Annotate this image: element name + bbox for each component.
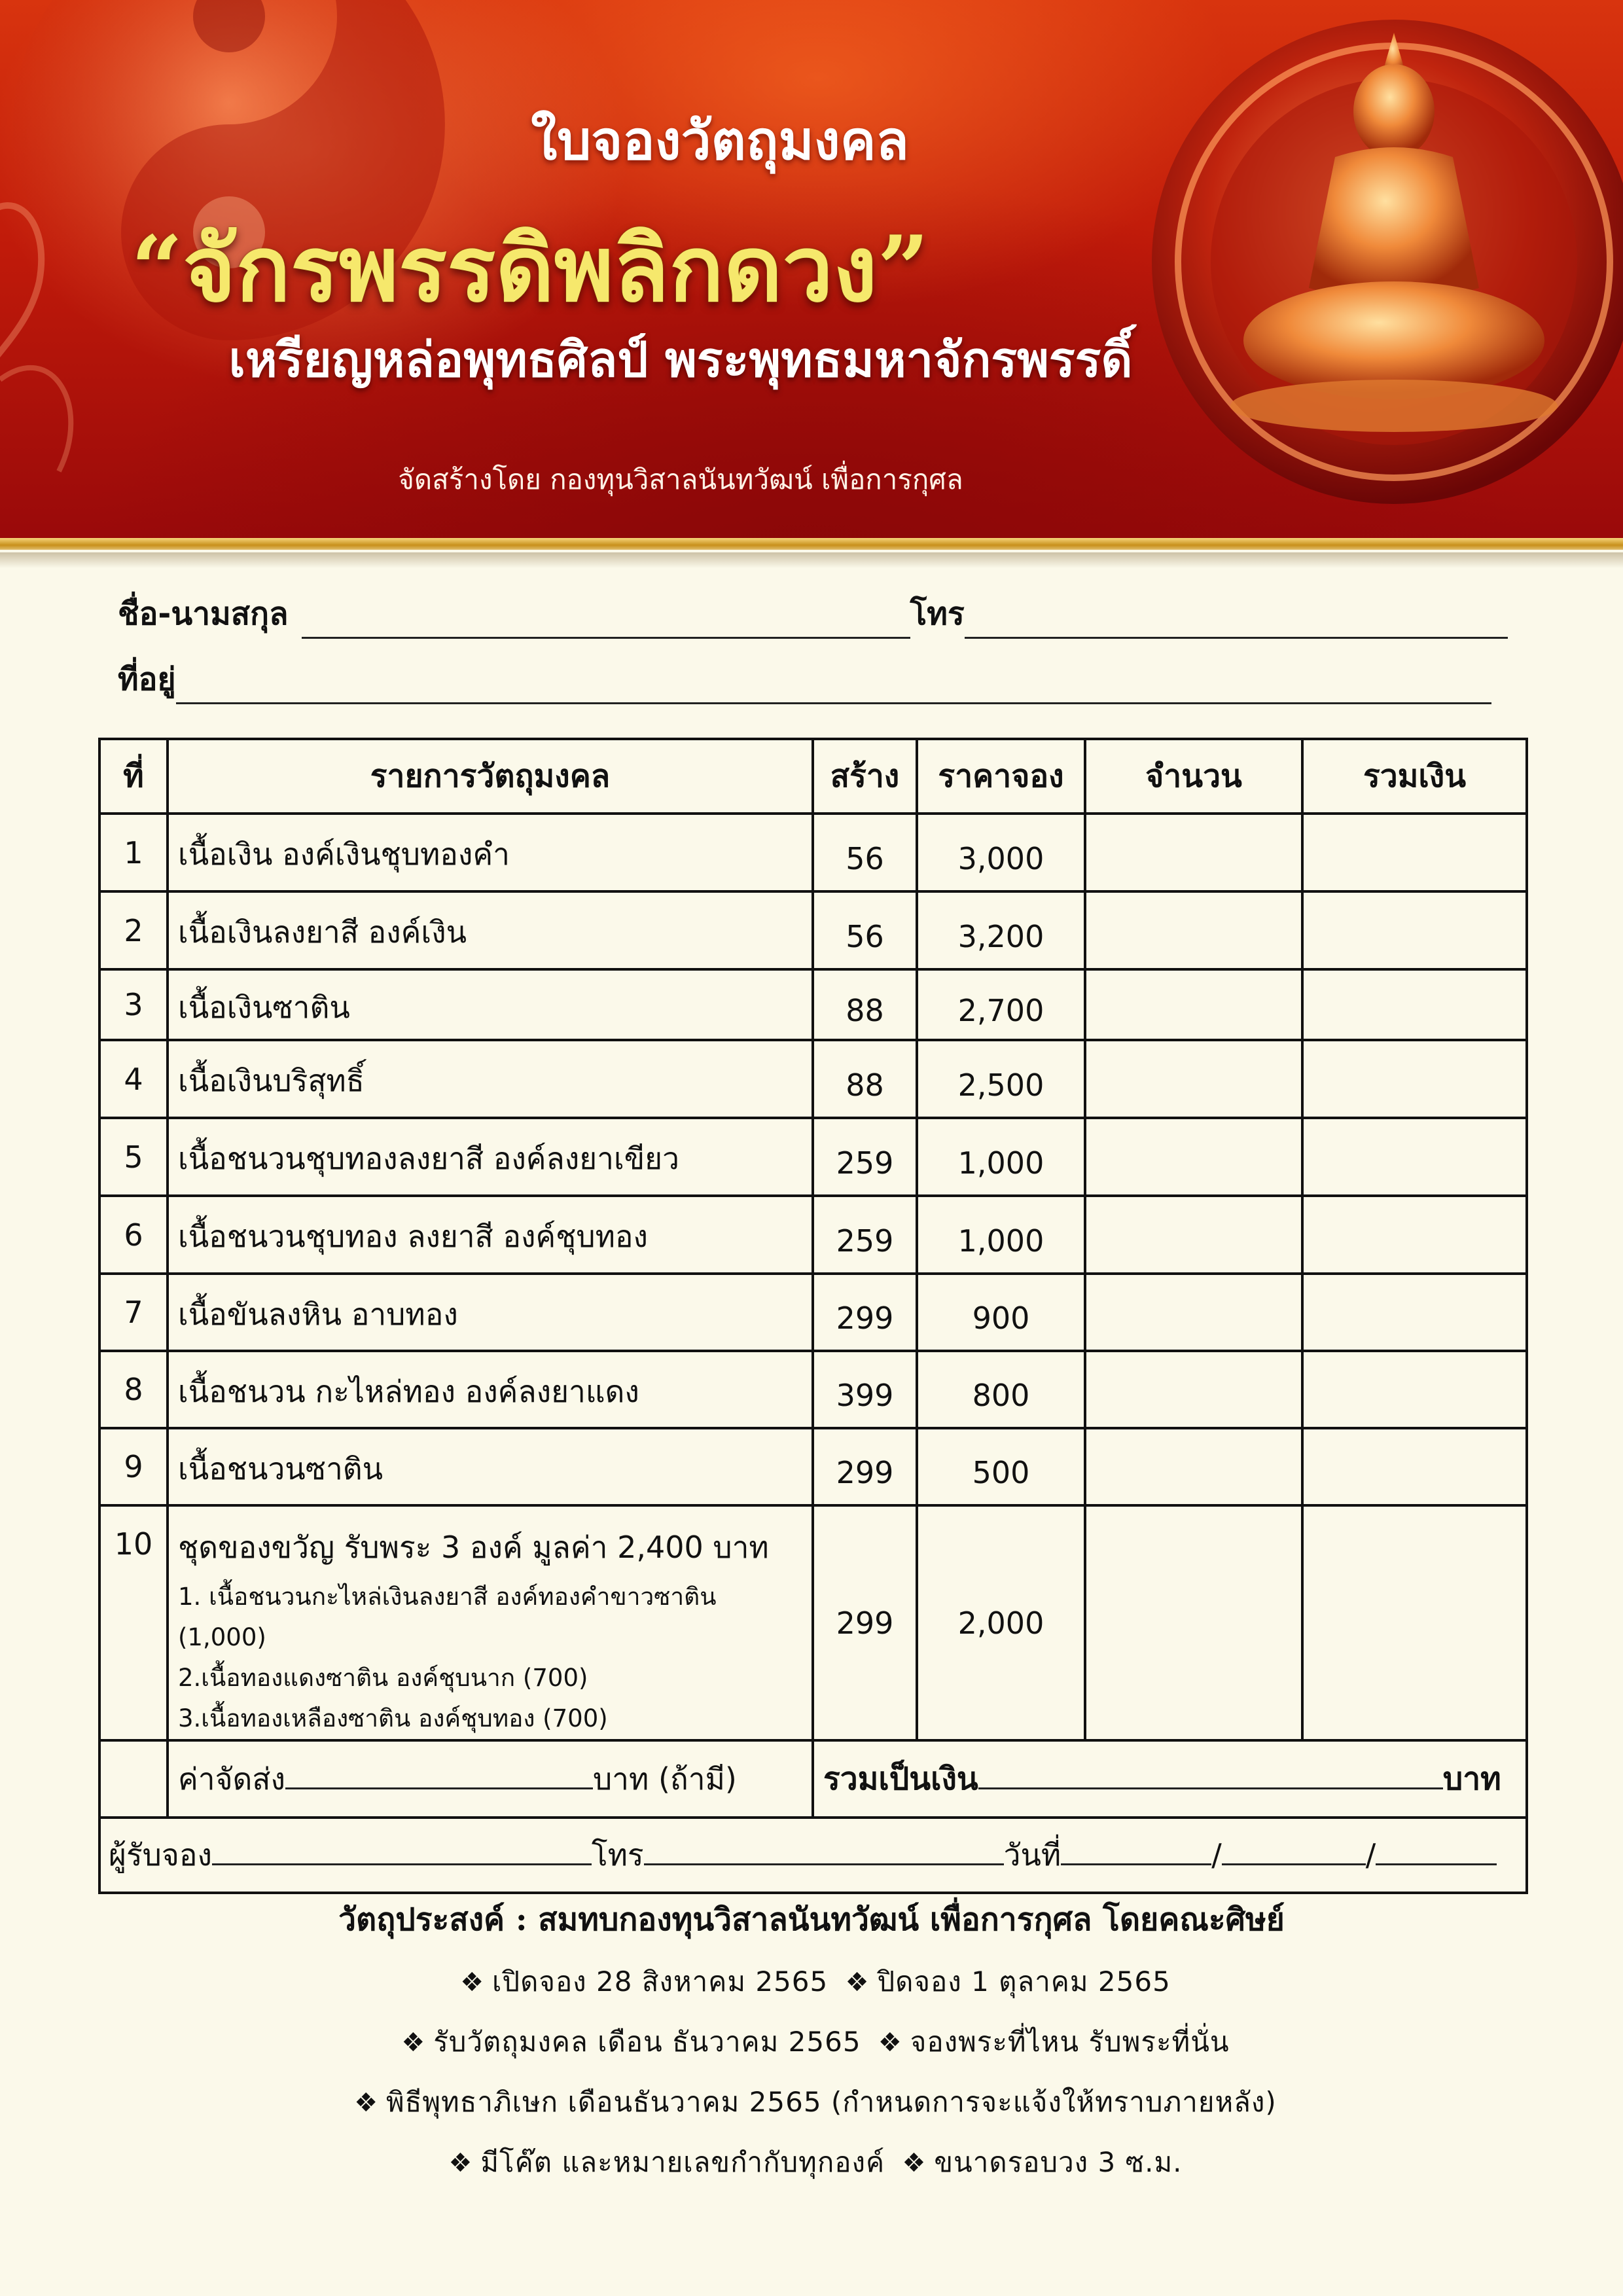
row-quantity-cell[interactable]: [1085, 969, 1302, 1040]
row-item: เนื้อชนวนชุบทอง ลงยาสี องค์ชุบทอง: [168, 1196, 813, 1274]
row-quantity-cell[interactable]: [1085, 1118, 1302, 1196]
row-item: เนื้อเงินบริสุทธิ์: [168, 1040, 813, 1118]
order-table: [98, 738, 1528, 1894]
row-item: เนื้อเงินซาติน: [168, 969, 813, 1040]
shipping-field[interactable]: [285, 1768, 593, 1789]
receiver-phone-field[interactable]: [644, 1844, 1004, 1865]
row-item: [168, 1505, 813, 1740]
note-line-1: [0, 1960, 1623, 2003]
gift-set-sub-3: 3.เนื้อทองเหลืองซาติน องค์ชุบทอง (700): [178, 1704, 608, 1732]
gift-set-sub-2: 2.เนื้อทองแดงซาติน องค์ชุบนาก (700): [178, 1664, 588, 1692]
title-top: ใบจองวัตถุมงคล: [531, 110, 909, 172]
close-date-text: ปิดจอง 1 ตุลาคม 2565: [877, 1965, 1171, 1998]
date-separator: /: [1211, 1837, 1222, 1873]
row-number: 10: [99, 1505, 168, 1740]
note-line-3: [0, 2081, 1623, 2124]
receiver-phone-label: โทร: [591, 1837, 644, 1873]
col-header-no: ที่: [99, 739, 168, 814]
name-phone-row: [118, 589, 1508, 639]
row-item: เนื้อชนวนชุบทองลงยาสี องค์ลงยาเขียว: [168, 1118, 813, 1196]
table-row: [99, 1351, 1527, 1428]
note-line-2: [0, 2020, 1623, 2064]
note-line-4: [0, 2141, 1623, 2184]
table-row: [99, 1040, 1527, 1118]
row-number: 9: [99, 1428, 168, 1505]
row-price: 900: [917, 1274, 1085, 1351]
row-made: 299: [813, 1274, 917, 1351]
name-field[interactable]: [302, 611, 910, 639]
gold-divider: [0, 538, 1623, 550]
date-year-field[interactable]: [1376, 1844, 1497, 1865]
shipping-suffix: บาท (ถ้ามี): [592, 1761, 737, 1797]
row-made: 299: [813, 1428, 917, 1505]
diamond-bullet-icon: ❖: [448, 2148, 473, 2178]
row-made: 399: [813, 1351, 917, 1428]
address-label: ที่อยู่: [118, 661, 176, 698]
title-sub: เหรียญหล่อพุทธศิลป์ พระพุทธมหาจักรพรรดิ์: [228, 332, 1133, 388]
receiver-row: [99, 1818, 1527, 1893]
row-quantity-cell[interactable]: [1085, 1196, 1302, 1274]
col-header-price: ราคาจอง: [917, 739, 1085, 814]
size-text: ขนาดรอบวง 3 ซ.ม.: [934, 2146, 1183, 2178]
receiver-field[interactable]: [212, 1844, 592, 1865]
ceremony-text: พิธีพุทธาภิเษก เดือนธันวาคม 2565 (กำหนดการจะแจ้งให้ทราบภายหลัง): [386, 2086, 1277, 2118]
table-row: [99, 814, 1527, 891]
row-made: 56: [813, 814, 917, 891]
date-separator: /: [1365, 1837, 1376, 1873]
row-made: 259: [813, 1118, 917, 1196]
notes-section: [0, 1895, 1623, 2201]
row-price: 1,000: [917, 1118, 1085, 1196]
shipping-cell: [168, 1740, 813, 1818]
row-price: 800: [917, 1351, 1085, 1428]
header-banner: [0, 0, 1623, 550]
receiver-label: ผู้รับจอง: [109, 1837, 212, 1873]
shipping-total-row: [99, 1740, 1527, 1818]
address-row: [118, 655, 1491, 704]
table-row: [99, 1274, 1527, 1351]
row-total-cell[interactable]: [1302, 1428, 1527, 1505]
phone-field[interactable]: [965, 611, 1508, 639]
row-quantity-cell[interactable]: [1085, 1505, 1302, 1740]
organizer-text: จัดสร้างโดย กองทุนวิสาลนันทวัฒน์ เพื่อการกุศล: [398, 463, 963, 495]
row-total-cell[interactable]: [1302, 1505, 1527, 1740]
receive-date-text: รับวัตถุมงคล เดือน ธันวาคม 2565: [433, 2026, 861, 2058]
row-price: 2,000: [917, 1505, 1085, 1740]
gift-set-title: ชุดของขวัญ รับพระ 3 องค์ มูลค่า 2,400 บาท: [178, 1530, 769, 1565]
row-total-cell[interactable]: [1302, 1351, 1527, 1428]
row-price: 2,500: [917, 1040, 1085, 1118]
row-total-cell[interactable]: [1302, 1196, 1527, 1274]
row-item: เนื้อเงิน องค์เงินชุบทองคำ: [168, 814, 813, 891]
open-date-text: เปิดจอง 28 สิงหาคม 2565: [492, 1965, 829, 1998]
grand-total-suffix: บาท: [1442, 1761, 1501, 1797]
row-made: 88: [813, 1040, 917, 1118]
date-label: วันที่: [1003, 1837, 1061, 1873]
pickup-text: จองพระที่ไหน รับพระที่นั่น: [910, 2026, 1230, 2058]
row-quantity-cell[interactable]: [1085, 1428, 1302, 1505]
diamond-bullet-icon: ❖: [845, 1967, 870, 1998]
row-number: 3: [99, 969, 168, 1040]
row-made: 299: [813, 1505, 917, 1740]
row-number: 8: [99, 1351, 168, 1428]
row-item: เนื้อชนวน กะไหล่ทอง องค์ลงยาแดง: [168, 1351, 813, 1428]
shipping-label: ค่าจัดส่ง: [178, 1761, 285, 1797]
grand-total-cell: [813, 1740, 1527, 1818]
row-price: 2,700: [917, 969, 1085, 1040]
receiver-cell: [99, 1818, 1527, 1893]
row-price: 1,000: [917, 1196, 1085, 1274]
row-total-cell[interactable]: [1302, 891, 1527, 969]
row-item: เนื้อชนวนซาติน: [168, 1428, 813, 1505]
col-header-quantity: จำนวน: [1085, 739, 1302, 814]
col-header-total: รวมเงิน: [1302, 739, 1527, 814]
row-price: 3,200: [917, 891, 1085, 969]
buddha-medallion-icon: [1139, 7, 1623, 530]
row-number: 2: [99, 891, 168, 969]
col-header-made: สร้าง: [813, 739, 917, 814]
date-month-field[interactable]: [1222, 1844, 1366, 1865]
table-row: [99, 1118, 1527, 1196]
empty-cell: [99, 1740, 168, 1818]
grand-total-field[interactable]: [978, 1768, 1443, 1789]
title-main: “จักรพรรดิพลิกดวง”: [131, 215, 929, 322]
address-field[interactable]: [176, 676, 1491, 704]
row-price: 3,000: [917, 814, 1085, 891]
banner-shadow: [0, 552, 1623, 568]
name-label: ชื่อ-นามสกุล: [118, 596, 289, 632]
row-price: 500: [917, 1428, 1085, 1505]
table-header-row: [99, 739, 1527, 814]
table-row: [99, 969, 1527, 1040]
gift-set-sub-1: 1. เนื้อชนวนกะไหล่เงินลงยาสี องค์ทองคำขาวซาติน (1,000): [178, 1583, 717, 1651]
row-total-cell[interactable]: [1302, 1040, 1527, 1118]
diamond-bullet-icon: ❖: [354, 2088, 379, 2118]
row-quantity-cell[interactable]: [1085, 1351, 1302, 1428]
row-made: 56: [813, 891, 917, 969]
diamond-bullet-icon: ❖: [902, 2148, 927, 2178]
table-row-gift-set: [99, 1505, 1527, 1740]
row-quantity-cell[interactable]: [1085, 1040, 1302, 1118]
date-day-field[interactable]: [1061, 1844, 1211, 1865]
row-total-cell[interactable]: [1302, 814, 1527, 891]
diamond-bullet-icon: ❖: [460, 1967, 485, 1998]
row-number: 1: [99, 814, 168, 891]
row-total-cell[interactable]: [1302, 969, 1527, 1040]
table-row: [99, 1428, 1527, 1505]
row-total-cell[interactable]: [1302, 1118, 1527, 1196]
row-quantity-cell[interactable]: [1085, 1274, 1302, 1351]
row-item: เนื้อเงินลงยาสี องค์เงิน: [168, 891, 813, 969]
row-number: 7: [99, 1274, 168, 1351]
row-total-cell[interactable]: [1302, 1274, 1527, 1351]
row-item: เนื้อขันลงหิน อาบทอง: [168, 1274, 813, 1351]
row-number: 5: [99, 1118, 168, 1196]
row-number: 4: [99, 1040, 168, 1118]
grand-total-label: รวมเป็นเงิน: [823, 1761, 978, 1797]
code-text: มีโค๊ต และหมายเลขกำกับทุกองค์: [480, 2146, 885, 2178]
table-row: [99, 1196, 1527, 1274]
purpose-text: วัตถุประสงค์ : สมทบกองทุนวิสาลนันทวัฒน์ เพื่อการกุศล โดยคณะศิษย์: [338, 1901, 1285, 1938]
diamond-bullet-icon: ❖: [878, 2028, 902, 2058]
row-number: 6: [99, 1196, 168, 1274]
col-header-item: รายการวัตถุมงคล: [168, 739, 813, 814]
row-made: 259: [813, 1196, 917, 1274]
table-row: [99, 891, 1527, 969]
row-quantity-cell[interactable]: [1085, 814, 1302, 891]
row-quantity-cell[interactable]: [1085, 891, 1302, 969]
diamond-bullet-icon: ❖: [401, 2028, 426, 2058]
row-made: 88: [813, 969, 917, 1040]
phone-label: โทร: [910, 596, 965, 632]
